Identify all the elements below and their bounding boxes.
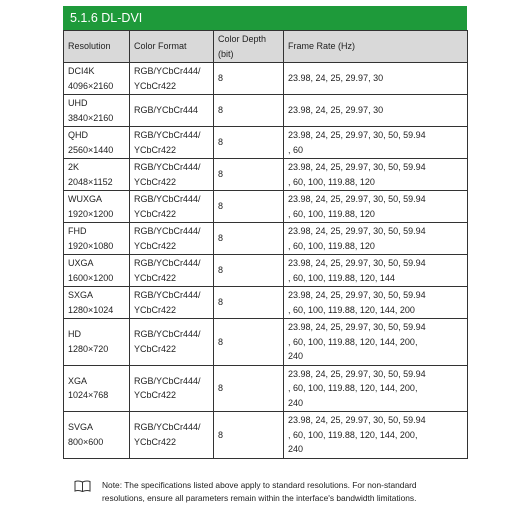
color-format-cell-line: YCbCr422 [134,272,177,283]
color-format-cell [130,255,214,287]
frame-rate-cell-line: , 60, 100, 119.88, 120 [288,176,375,187]
color-depth-cell: 8 [214,255,284,287]
section-title-bar [63,6,467,30]
frame-rate-cell-line: , 60, 100, 119.88, 120, 144, 200, [288,429,418,440]
color-format-cell-line: RGB/YCbCr444/ [134,422,201,433]
frame-rate-cell-line: , 60, 100, 119.88, 120, 144, 200 [288,304,415,315]
resolution-cell [64,63,130,95]
color-format-cell-line: RGB/YCbCr444/ [134,258,201,268]
resolution-cell-line: HD [68,329,81,340]
color-format-cell [130,95,214,127]
frame-rate-cell-line: 23.98, 24, 25, 29.97, 30 [288,105,384,116]
resolution-cell-line: SVGA [68,422,94,433]
frame-rate-cell [284,412,468,459]
color-format-cell [130,412,214,459]
color-format-cell-line: RGB/YCbCr444/ [134,130,201,140]
frame-rate-cell-line: 23.98, 24, 25, 29.97, 30, 50, 59.94 [288,415,426,425]
frame-rate-cell-line: 23.98, 24, 25, 29.97, 30, 50, 59.94 [288,130,426,140]
color-depth-cell: 8 [214,223,284,255]
color-format-cell-line: YCbCr422 [134,208,177,219]
color-depth-cell: 8 [214,191,284,223]
resolution-cell-line: 1920×1080 [68,240,114,251]
table-row [64,223,468,255]
resolution-cell [64,365,130,412]
color-format-cell-line: RGB/YCbCr444 [134,105,199,116]
color-format-cell-line: YCbCr422 [134,436,177,447]
frame-rate-cell-line: 23.98, 24, 25, 29.97, 30, 50, 59.94 [288,322,426,332]
frame-rate-cell-line: 23.98, 24, 25, 29.97, 30, 50, 59.94 [288,368,426,379]
table-row [64,159,468,191]
color-depth-cell: 8 [214,412,284,459]
resolution-cell-line: 1024×768 [68,390,109,401]
header-frame-rate: Frame Rate (Hz) [284,31,468,63]
resolution-cell-line: 2K [68,162,80,172]
color-format-cell-line: RGB/YCbCr444/ [134,66,201,76]
color-format-cell [130,127,214,159]
color-format-cell-line: YCbCr422 [134,390,177,401]
header-color-format: Color Format [130,31,214,63]
resolution-cell-line: QHD [68,130,88,140]
resolution-cell-line: UHD [68,98,88,108]
color-depth-cell: 8 [214,287,284,319]
color-depth-cell: 8 [214,319,284,366]
resolution-cell-line: 1280×720 [68,343,109,354]
resolution-cell-line: 1280×1024 [68,304,114,315]
resolution-cell [64,191,130,223]
resolution-cell-line: FHD [68,226,87,236]
resolution-cell-line: DCI4K [68,66,95,76]
table-row [64,255,468,287]
frame-rate-cell [284,159,468,191]
table-row [64,191,468,223]
header-color-depth: Color Depth (bit) [214,31,284,63]
color-format-cell [130,191,214,223]
color-depth-cell: 8 [214,365,284,412]
frame-rate-cell-line: 23.98, 24, 25, 29.97, 30, 50, 59.94 [288,194,426,204]
color-depth-cell: 8 [214,95,284,127]
frame-rate-cell [284,191,468,223]
table-row [64,127,468,159]
frame-rate-cell-line: , 60, 100, 119.88, 120, 144 [288,272,395,283]
resolution-cell [64,223,130,255]
color-format-cell [130,319,214,366]
frame-rate-cell [284,255,468,287]
color-format-cell [130,159,214,191]
frame-rate-cell [284,223,468,255]
resolution-cell-line: 1920×1200 [68,208,114,219]
color-depth-cell: 8 [214,127,284,159]
resolution-cell-line: WUXGA [68,194,103,204]
frame-rate-cell-line: , 60, 100, 119.88, 120, 144, 200, [288,383,418,393]
color-depth-cell: 8 [214,159,284,191]
resolution-cell [64,412,130,459]
table-row [64,63,468,95]
table-row [64,287,468,319]
table-header-row [64,31,468,63]
resolution-cell [64,159,130,191]
frame-rate-cell [284,63,468,95]
frame-rate-cell-line: , 60, 100, 119.88, 120 [288,240,375,251]
color-format-cell [130,365,214,412]
frame-rate-cell-line: 240 [288,397,304,408]
color-format-cell [130,63,214,95]
resolution-cell [64,127,130,159]
book-icon [74,480,91,492]
resolution-cell-line: 4096×2160 [68,80,114,91]
resolution-cell [64,319,130,366]
frame-rate-cell [284,319,468,366]
table-row [64,95,468,127]
color-format-cell-line: YCbCr422 [134,304,177,315]
color-format-cell [130,287,214,319]
resolution-cell [64,95,130,127]
color-format-cell-line: RGB/YCbCr444/ [134,226,201,236]
frame-rate-cell [284,287,468,319]
resolution-cell [64,255,130,287]
resolution-cell [64,287,130,319]
frame-rate-cell [284,95,468,127]
dl-dvi-spec-table [63,30,468,459]
resolution-cell-line: 800×600 [68,436,104,447]
color-format-cell [130,223,214,255]
color-format-cell-line: YCbCr422 [134,80,177,91]
frame-rate-cell-line: , 60, 100, 119.88, 120, 144, 200, [288,336,418,347]
resolution-cell-line: UXGA [68,258,94,268]
frame-rate-cell-line: 240 [288,351,304,361]
resolution-cell-line: SXGA [68,290,94,300]
table-row [64,412,468,459]
note-text [102,479,482,505]
resolution-cell-line: 1600×1200 [68,272,114,283]
color-format-cell-line: RGB/YCbCr444/ [134,290,201,300]
color-format-cell-line: YCbCr422 [134,176,177,187]
frame-rate-cell-line: 23.98, 24, 25, 29.97, 30, 50, 59.94 [288,258,426,268]
color-format-cell-line: RGB/YCbCr444/ [134,329,201,340]
note-line-1: Note: The specifications listed above apply to standard resolutions. For non-standard [102,480,417,490]
frame-rate-cell-line: 23.98, 24, 25, 29.97, 30 [288,73,384,84]
color-format-cell-line: RGB/YCbCr444/ [134,375,201,386]
frame-rate-cell-line: , 60, 100, 119.88, 120 [288,208,375,219]
frame-rate-cell [284,127,468,159]
color-depth-cell: 8 [214,63,284,95]
frame-rate-cell-line: 23.98, 24, 25, 29.97, 30, 50, 59.94 [288,226,426,236]
frame-rate-cell-line: 240 [288,444,304,454]
color-format-cell-line: YCbCr422 [134,240,177,251]
section-title: 5.1.6 DL-DVI [70,11,143,25]
frame-rate-cell [284,365,468,412]
frame-rate-cell-line: 23.98, 24, 25, 29.97, 30, 50, 59.94 [288,162,426,172]
color-format-cell-line: YCbCr422 [134,343,177,354]
resolution-cell-line: 2048×1152 [68,176,113,187]
color-format-cell-line: RGB/YCbCr444/ [134,194,201,204]
header-resolution: Resolution [64,31,130,63]
resolution-cell-line: 2560×1440 [68,144,114,155]
table-row [64,365,468,412]
frame-rate-cell-line: 23.98, 24, 25, 29.97, 30, 50, 59.94 [288,290,426,300]
note-line-2: resolutions, ensure all parameters remain within the interface's bandwidth limitations. [102,493,417,503]
resolution-cell-line: 3840×2160 [68,112,114,123]
color-format-cell-line: RGB/YCbCr444/ [134,162,201,172]
frame-rate-cell-line: , 60 [288,144,304,155]
color-format-cell-line: YCbCr422 [134,144,177,155]
resolution-cell-line: XGA [68,375,88,386]
table-row [64,319,468,366]
